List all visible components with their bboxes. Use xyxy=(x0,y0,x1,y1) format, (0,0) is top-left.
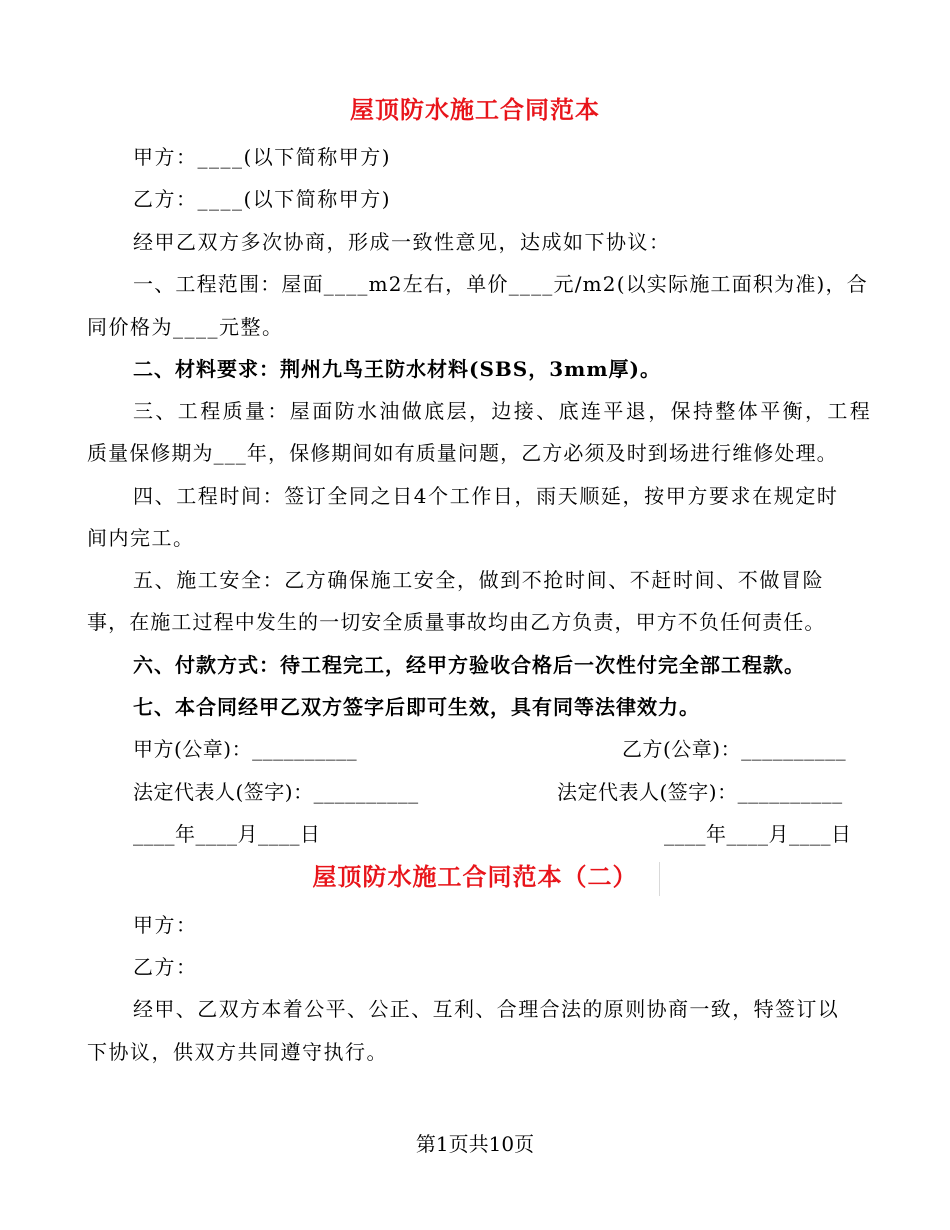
clause-3-line-1: 三、工程质量：屋面防水油做底层，边接、底连平退，保持整体平衡，工程 xyxy=(133,399,873,423)
date-party-b: ____年____月____日 xyxy=(664,822,852,846)
party-a-line: 甲方：____(以下简称甲方) xyxy=(133,145,392,169)
clause-1-line-1: 一、工程范围：屋面____m2左右，单价____元/m2(以实际施工面积为准)，合 xyxy=(133,272,868,296)
clause-7: 七、本合同经甲乙双方签字后即可生效，具有同等法律效力。 xyxy=(133,695,700,719)
section-2-intro-line-1: 经甲、乙双方本着公平、公正、互利、合理合法的原则协商一致，特签订以 xyxy=(133,997,840,1021)
signature-party-b-seal: 乙方(公章)：__________ xyxy=(622,737,847,761)
clause-5-line-2: 事，在施工过程中发生的一切安全质量事故均由乙方负责，甲方不负任何责任。 xyxy=(87,610,826,634)
intro-paragraph: 经甲乙双方多次协商，形成一致性意见，达成如下协议： xyxy=(133,230,671,254)
date-party-a: ____年____月____日 xyxy=(133,822,321,846)
clause-2: 二、材料要求：荆州九鸟王防水材料(SBS，3mm厚)。 xyxy=(133,357,661,381)
signature-party-b-representative: 法定代表人(签字)：__________ xyxy=(557,780,843,804)
page-number: 第1页共10页 xyxy=(415,1132,535,1156)
clause-4-line-1: 四、工程时间：签订全同之日4个工作日，雨天顺延，按甲方要求在规定时 xyxy=(133,484,839,508)
clause-4-line-2: 间内完工。 xyxy=(87,526,195,550)
clause-6: 六、付款方式：待工程完工，经甲方验收合格后一次性付完全部工程款。 xyxy=(133,653,805,677)
party-b-line: 乙方：____(以下简称甲方) xyxy=(133,187,392,211)
signature-party-a-representative: 法定代表人(签字)：__________ xyxy=(133,780,419,804)
clause-5-line-1: 五、施工安全：乙方确保施工安全，做到不抢时间、不赶时间、不做冒险 xyxy=(133,568,825,592)
signature-party-a-seal: 甲方(公章)：__________ xyxy=(133,737,358,761)
text-cursor-divider xyxy=(659,862,660,896)
clause-3-line-2: 质量保修期为___年，保修期间如有质量问题，乙方必须及时到场进行维修处理。 xyxy=(87,441,838,465)
section-2-party-a: 甲方： xyxy=(133,913,198,937)
document-title: 屋顶防水施工合同范本 xyxy=(350,95,600,124)
section-2-intro-line-2: 下协议，供双方共同遵守执行。 xyxy=(87,1040,388,1064)
clause-1-line-2: 同价格为____元整。 xyxy=(87,315,284,339)
section-2-title: 屋顶防水施工合同范本（二） xyxy=(312,862,638,891)
section-2-party-b: 乙方： xyxy=(133,955,198,979)
